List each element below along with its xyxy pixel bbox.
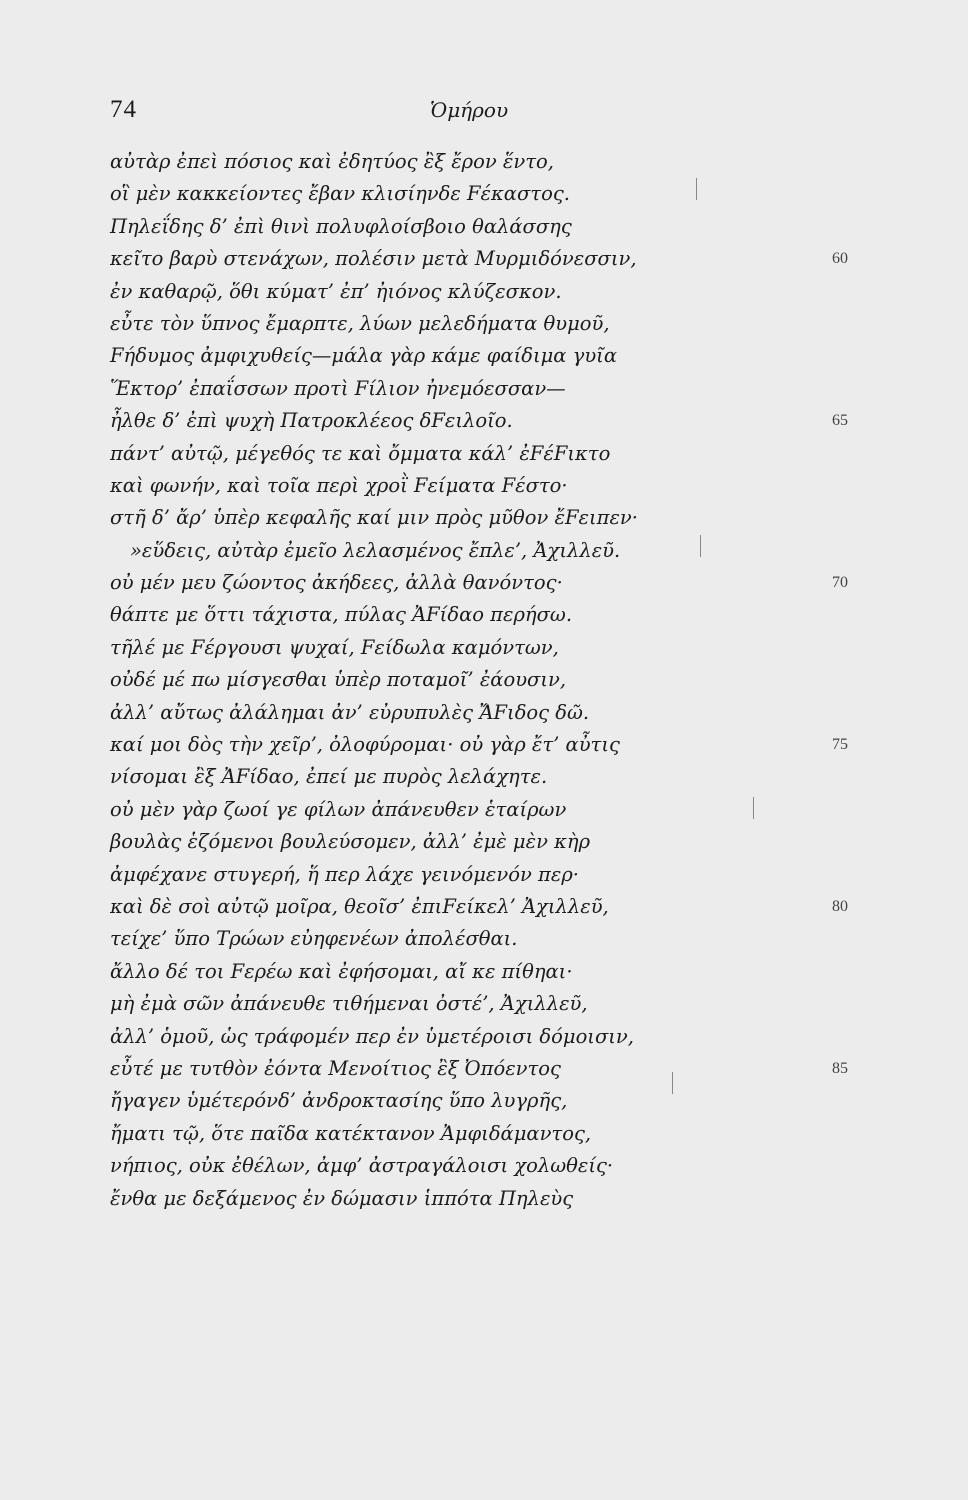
verse-line <box>110 988 870 1020</box>
verse-line <box>110 535 870 567</box>
verse-text: ἄλλο δέ τοι Fερέω καὶ ἐφήσομαι, αἴ κε πίθηαι· <box>110 959 573 983</box>
verse-line <box>110 891 870 923</box>
verse-text: τῆλέ με Fέργουσι ψυχαί, Fείδωλα καμόντων, <box>110 635 559 659</box>
verse-line <box>110 502 870 534</box>
verse-text: μὴ ἐμὰ σῶν ἀπάνευθε τιθήμεναι ὀστέ’, Ἀχιλλεῦ, <box>110 992 588 1016</box>
verse-line <box>110 567 870 599</box>
verse-line <box>110 308 870 340</box>
margin-mark <box>672 1072 673 1094</box>
verse-text: οἳ μὲν κακκείοντες ἔβαν κλισίηνδε Fέκαστος. <box>110 182 570 206</box>
verse-text: ἤματι τῷ, ὅτε παῖδα κατέκτανον Ἀμφιδάμαντος, <box>110 1121 592 1145</box>
verse-text: οὐ μέν μευ ζώοντος ἀκήδεες, ἀλλὰ θανόντος· <box>110 571 563 595</box>
page-header <box>110 96 870 132</box>
verse-text: βουλὰς ἑζόμενοι βουλεύσομεν, ἀλλ’ ἐμὲ μὲν κὴρ <box>110 830 591 854</box>
verse-line <box>110 178 870 210</box>
verse-line <box>110 1118 870 1150</box>
margin-mark <box>696 178 697 200</box>
verse-text: »εὕδεις, αὐτὰρ ἐμεῖο λελασμένος ἔπλε’, Ἀχιλλεῦ. <box>130 538 621 562</box>
running-title: Ὁμήρου <box>430 98 509 122</box>
verse-line <box>110 599 870 631</box>
verse-line <box>110 729 870 761</box>
verse-text: θάπτε με ὅττι τάχιστα, πύλας ἈFίδαο περήσω. <box>110 603 573 627</box>
verse-text: καὶ δὲ σοὶ αὐτῷ μοῖρα, θεοῖσ’ ἐπιFείκελ’ Ἀχιλλεῦ, <box>110 894 609 918</box>
verse-text: ἦλθε δ’ ἐπὶ ψυχὴ Πατροκλέεος δFειλοῖο. <box>110 409 513 433</box>
verse-text: καὶ φωνήν, καὶ τοῖα περὶ χροῒ Fείματα Fέστο· <box>110 473 568 497</box>
line-number: 85 <box>832 1059 848 1077</box>
verse-text: τείχε’ ὕπο Τρώων εὐηφενέων ἀπολέσθαι. <box>110 927 518 951</box>
line-number: 60 <box>832 250 848 268</box>
verse-line <box>110 1021 870 1053</box>
verse-text: ἀλλ’ ὁμοῦ, ὡς τράφομέν περ ἐν ὑμετέροισι δόμοισιν, <box>110 1024 634 1048</box>
verse-line <box>110 340 870 372</box>
margin-mark <box>753 797 754 819</box>
verse-line <box>110 243 870 275</box>
verse-line <box>110 1085 870 1117</box>
verse-line <box>110 794 870 826</box>
verse-line <box>110 1183 870 1215</box>
verse-text: Fήδυμος ἀμφιχυθείς—μάλα γὰρ κάμε φαίδιμα γυῖα <box>110 344 617 368</box>
verse-line <box>110 859 870 891</box>
verse-text: Ἕκτορ’ ἐπαΐσσων προτὶ Fίλιον ἠνεμόεσσαν— <box>110 376 566 400</box>
verse-text: ἀμφέχανε στυγερή, ἥ περ λάχε γεινόμενόν περ· <box>110 862 579 886</box>
line-number: 80 <box>832 897 848 915</box>
verse-text: νίσομαι ἒξ ἈFίδαο, ἐπεί με πυρὸς λελάχητε. <box>110 765 548 789</box>
verse-text: οὐ μὲν γὰρ ζωοί γε φίλων ἀπάνευθεν ἑταίρων <box>110 797 567 821</box>
verse-text: ἤγαγεν ὑμέτερόνδ’ ἀνδροκτασίης ὕπο λυγρῆς, <box>110 1089 568 1113</box>
line-number: 70 <box>832 574 848 592</box>
verse-text: αὐτὰρ ἐπεὶ πόσιος καὶ ἐδητύος ἒξ ἔρον ἕντο, <box>110 150 554 173</box>
verse-line <box>110 664 870 696</box>
verse-text: εὖτέ με τυτθὸν ἐόντα Μενοίτιος ἒξ Ὀπόεντος <box>110 1056 561 1080</box>
page-number: 74 <box>110 96 137 123</box>
verse-line <box>110 470 870 502</box>
verse-text: στῆ δ’ ἄρ’ ὑπὲρ κεφαλῆς καί μιν πρὸς μῦθον ἔFειπεν· <box>110 506 638 530</box>
verse-text: καί μοι δὸς τὴν χεῖρ’, ὀλοφύρομαι· οὐ γὰρ ἔτ’ αὖτις <box>110 733 620 757</box>
verse-line <box>110 405 870 437</box>
verse-text: ἀλλ’ αὔτως ἀλάλημαι ἀν’ εὐρυπυλὲς ἌFιδος δῶ. <box>110 700 590 724</box>
verse-line <box>110 632 870 664</box>
verse-line <box>110 276 870 308</box>
verse-text: ἔνθα με δεξάμενος ἐν δώμασιν ἱππότα Πηλεὺς <box>110 1186 574 1210</box>
verse-block <box>110 146 870 1215</box>
line-number: 75 <box>832 736 848 754</box>
verse-text: Πηλεΐδης δ’ ἐπὶ θινὶ πολυφλοίσβοιο θαλάσσης <box>110 214 572 238</box>
verse-text: εὖτε τὸν ὕπνος ἔμαρπτε, λύων μελεδήματα θυμοῦ, <box>110 311 610 335</box>
verse-line <box>110 146 870 178</box>
verse-line <box>110 1150 870 1182</box>
margin-mark <box>700 535 701 557</box>
verse-text: κεῖτο βαρὺ στενάχων, πολέσιν μετὰ Μυρμιδόνεσσιν, <box>110 247 637 271</box>
verse-text: ἐν καθαρῷ, ὅθι κύματ’ ἐπ’ ἠιόνος κλύζεσκον. <box>110 279 562 303</box>
verse-line <box>110 761 870 793</box>
verse-line <box>110 697 870 729</box>
verse-line <box>110 211 870 243</box>
verse-line <box>110 923 870 955</box>
verse-line <box>110 826 870 858</box>
verse-line <box>110 956 870 988</box>
verse-line <box>110 1053 870 1085</box>
line-number: 65 <box>832 412 848 430</box>
verse-text: οὐδέ μέ πω μίσγεσθαι ὑπὲρ ποταμοῖ’ ἐάουσιν, <box>110 668 567 692</box>
verse-line <box>110 373 870 405</box>
verse-text: νήπιος, οὐκ ἐθέλων, ἀμφ’ ἀστραγάλοισι χολωθείς· <box>110 1154 614 1178</box>
verse-line <box>110 438 870 470</box>
verse-text: πάντ’ αὐτῷ, μέγεθός τε καὶ ὄμματα κάλ’ ἐFέFικτο <box>110 441 611 465</box>
